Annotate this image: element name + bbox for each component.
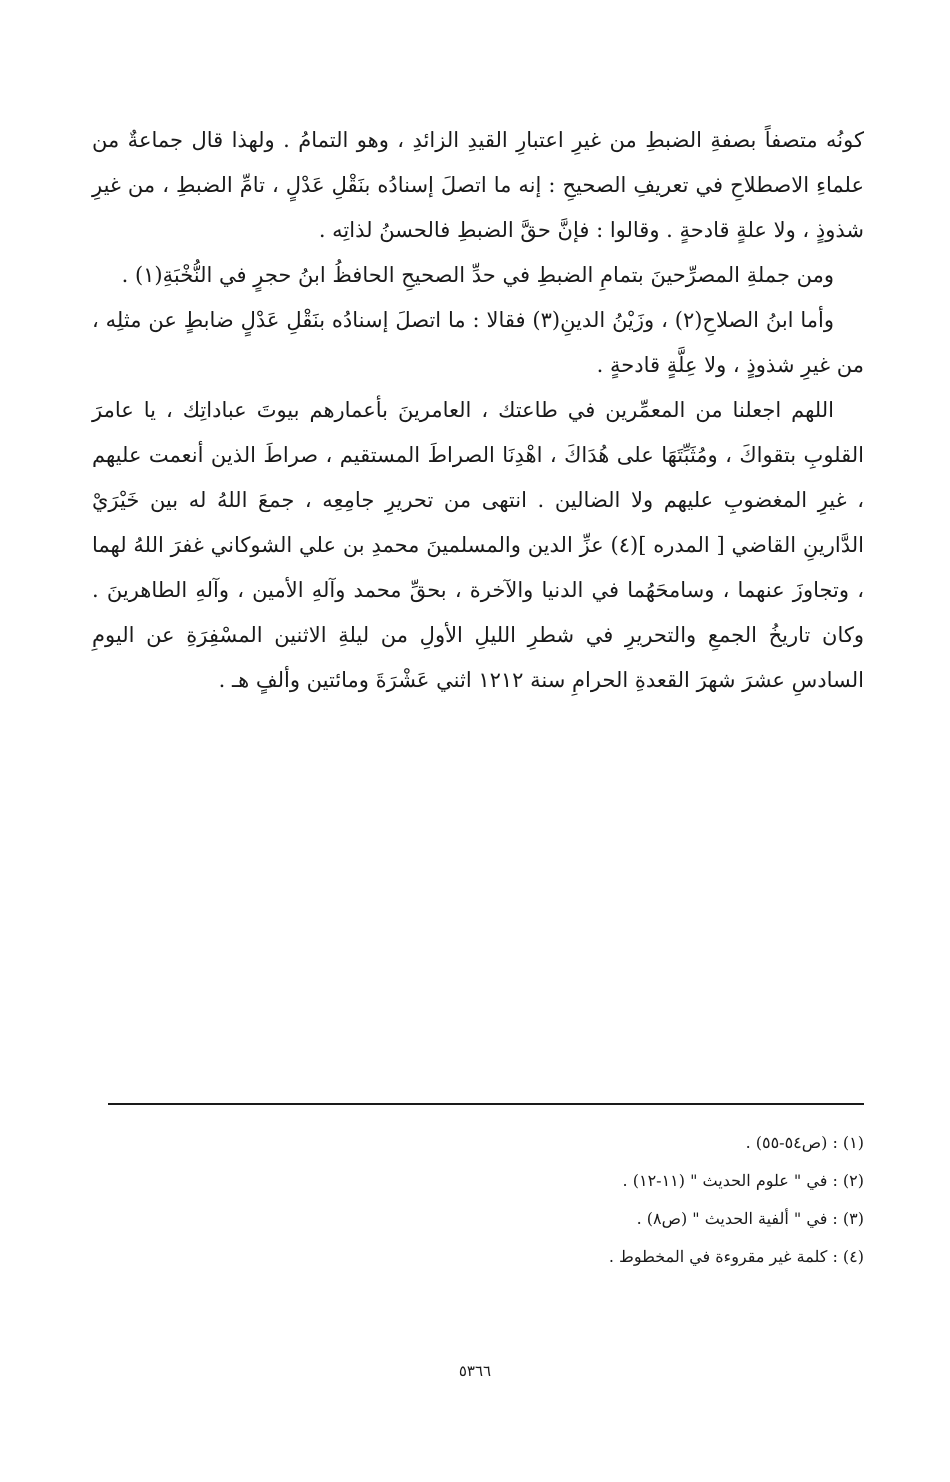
paragraph-definition-sahih: كونُه متصفاً بصفةِ الضبطِ من غيرِ اعتبارِ القيدِ الزائدِ ، وهو التمامُ . ولهذا قال جماعةٌ من علماءِ الاصطلاحِ في تعريفِ الصحيحِ : إنه ما اتصلَ إسنادُه بنَقْلِ عَدْلٍ ، تامِّ الضبطِ ، من غيرِ شذوذٍ ، ولا علةٍ قادحةٍ . وقالوا : فإنَّ حقَّ الضبطِ فالحسنُ لذاتِه .	[92, 128, 864, 242]
paragraph-ibn-salah: وأما ابنُ الصلاحِ(٢) ، وزَيْنُ الدينِ(٣) فقالا : ما اتصلَ إسنادُه بنَقْلِ عَدْلٍ ضابطٍ عن مثلِه ، من غيرِ شذوذٍ ، ولا عِلَّةٍ قادحةٍ .	[92, 308, 864, 377]
footnote-separator	[108, 1103, 864, 1105]
paragraph-closing-prayer: اللهم اجعلنا من المعمِّرين في طاعتك ، العامرينَ بأعمارهم بيوتَ عباداتِك ، يا عامرَ القلوبِ بتقواكَ ، ومُثَبِّتَهَا على هُدَاكَ ، اهْدِنَا الصراطَ المستقيم ، صراطَ الذين أنعمت عليهم ، غيرِ المغضوبِ عليهم ولا الضالين . انتهى من تحريرِ جامِعِه ، جمعَ اللهُ له بين خَيْرَيْ الدَّارينِ القاضي [ المدره ](٤) عزِّ الدين والمسلمينَ محمدِ بن علي الشوكاني غفرَ اللهُ لهما ، وتجاوزَ عنهما ، وسامحَهُما في الدنيا والآخرة ، بحقِّ محمد وآلهِ الأمين ، وآلهِ الطاهرينَ . وكان تاريخُ الجمعِ والتحريرِ في شطرِ الليلِ الأولِ من ليلةِ الاثنين المسْفِرَةِ عن اليومِ السادسِ عشرَ شهرَ القعدةِ الحرامِ سنة ١٢١٢ اثني عَشْرَةَ ومائتين وألفٍ هـ .	[92, 398, 864, 692]
footnote-1: (١) : (ص٥٤-٥٥) .	[745, 1133, 864, 1152]
page-number: ٥٣٦٦	[458, 1362, 492, 1380]
footnotes	[164, 1124, 864, 1276]
paragraph-ibn-hajar: ومن جملةِ المصرِّحينَ بتمامِ الضبطِ في حدِّ الصحيحِ الحافظُ ابنُ حجرٍ في النُّخْبَةِ(١) .	[121, 263, 834, 287]
main-text-body	[92, 118, 864, 703]
footnote-4: (٤) : كلمة غير مقروءة في المخطوط .	[608, 1247, 864, 1266]
footnote-3: (٣) : في " ألفية الحديث " (ص٨) .	[636, 1209, 864, 1228]
footnote-2: (٢) : في " علوم الحديث " (١١-١٢) .	[622, 1171, 864, 1190]
